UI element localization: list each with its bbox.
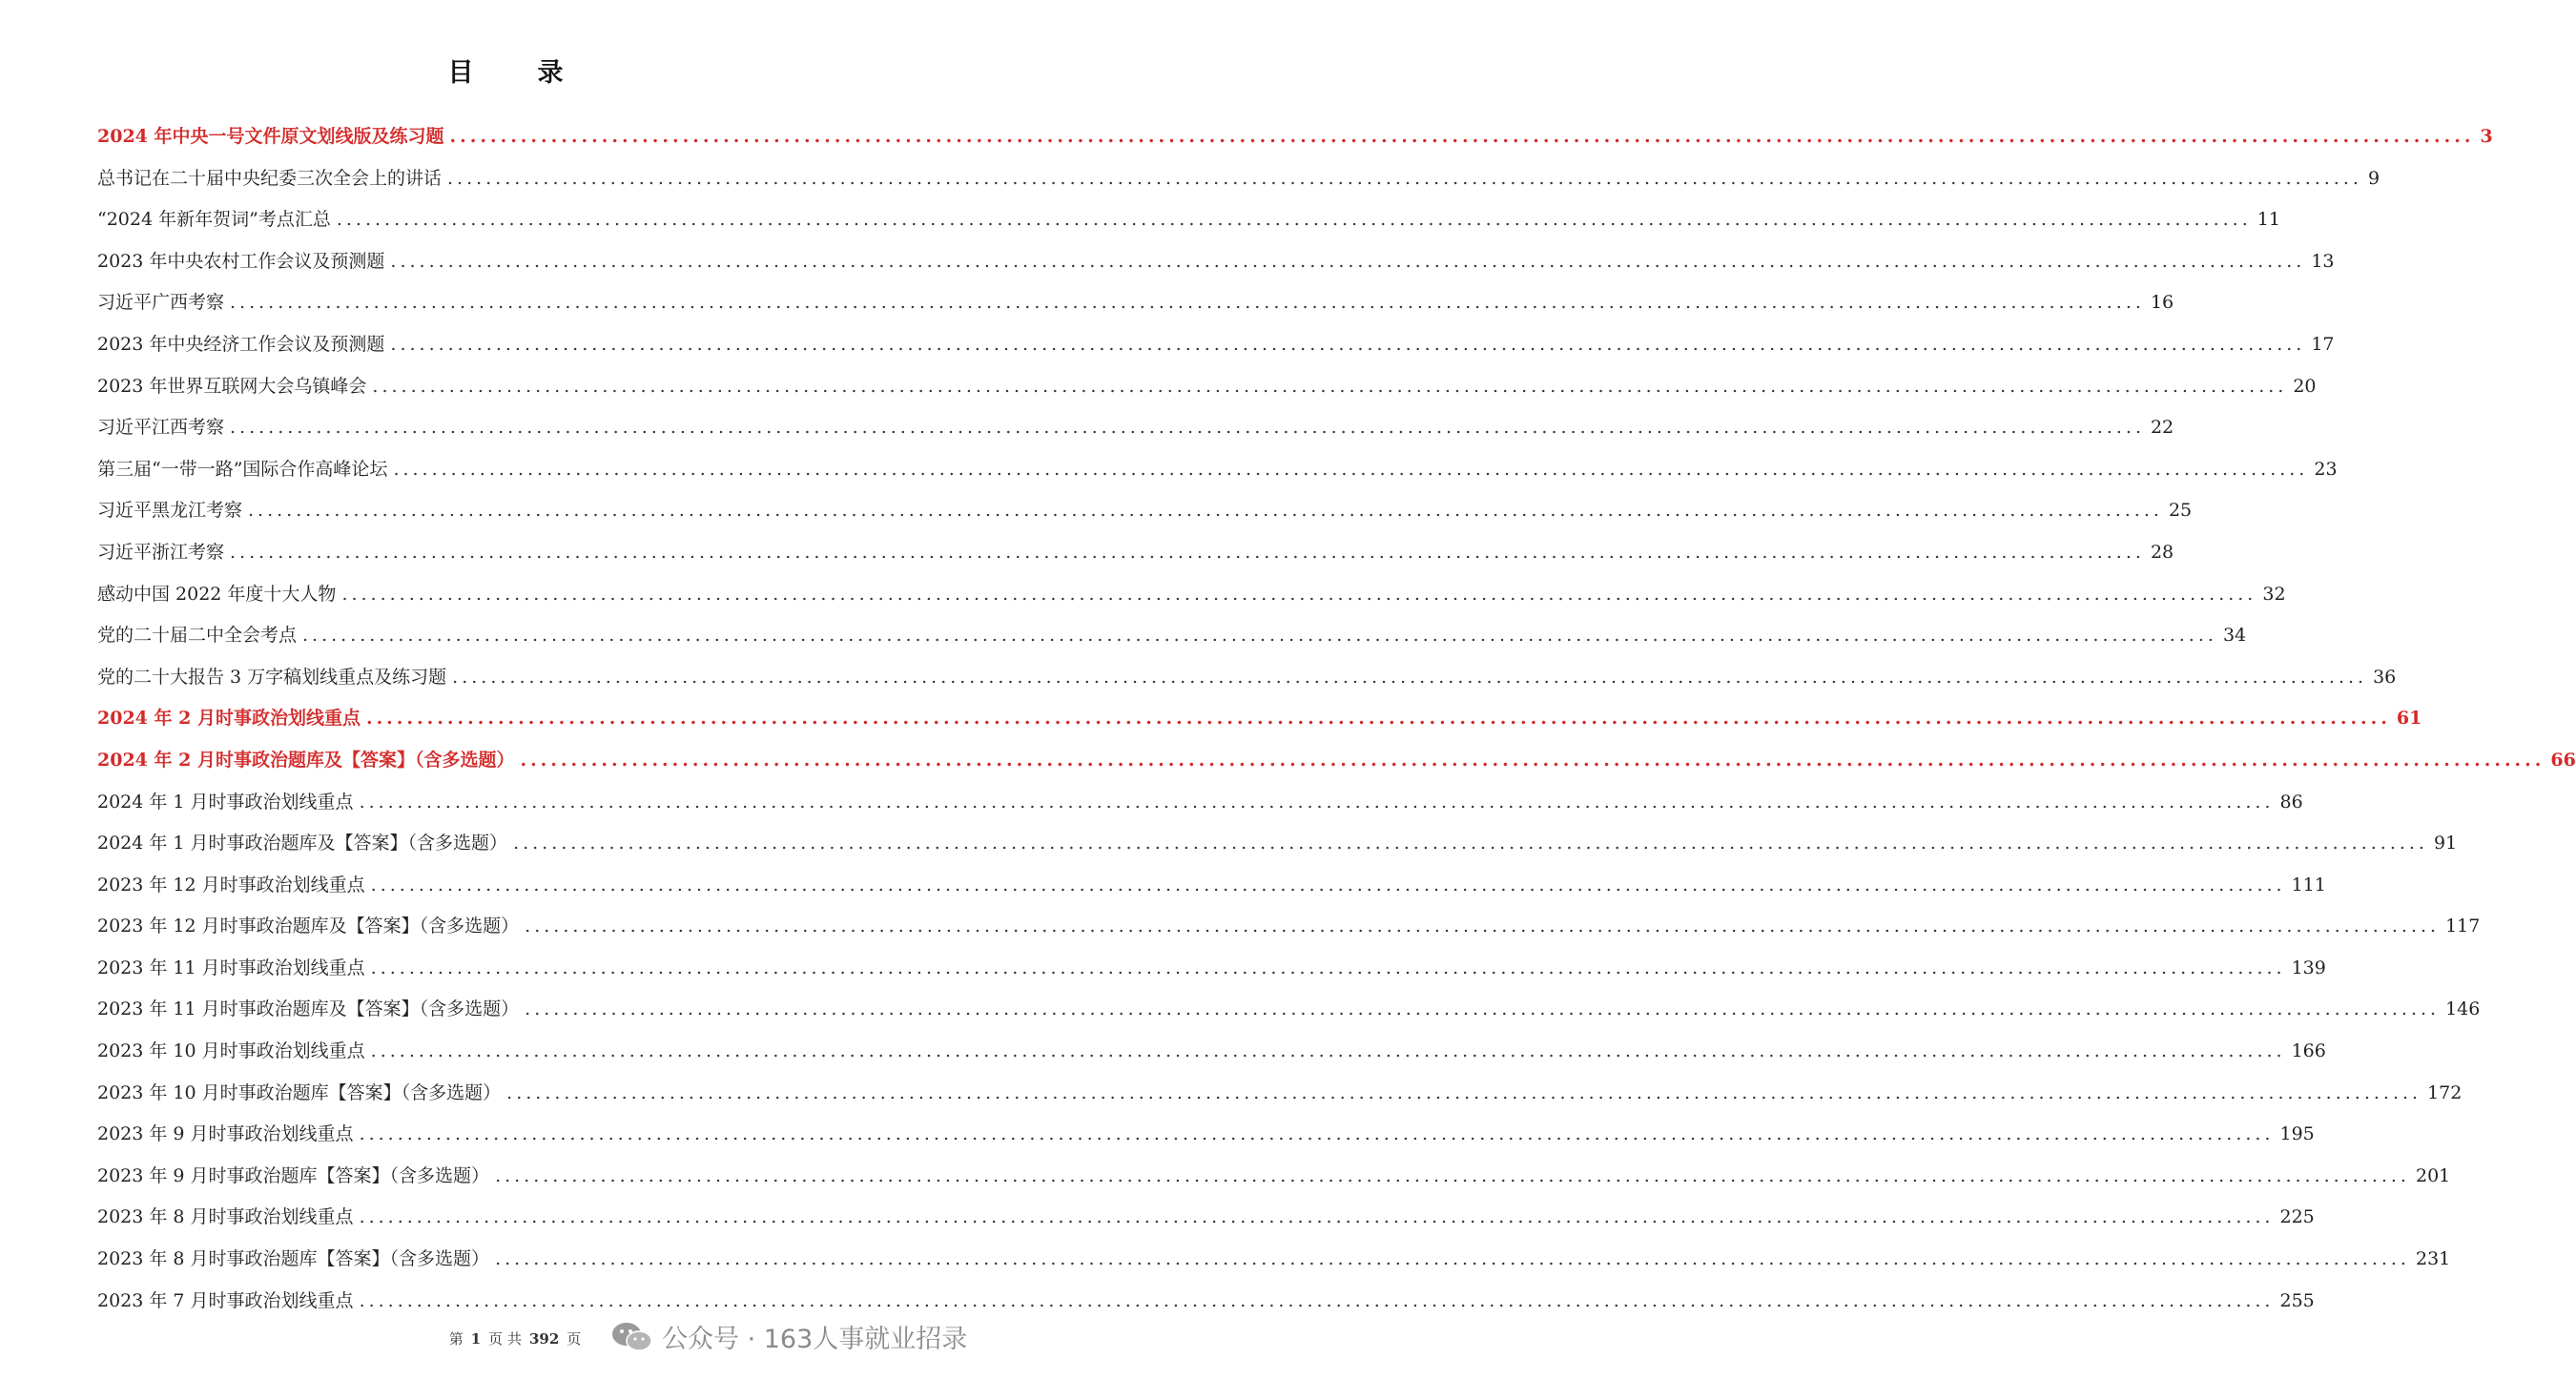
toc-entry-title: “2024 年新年贺词”考点汇总: [97, 209, 331, 231]
toc-entry[interactable]: [97, 532, 2174, 574]
toc-entry-page: 86: [2279, 791, 2303, 813]
toc-entry-title: 2023 年世界互联网大会乌镇峰会: [97, 375, 367, 397]
toc-entry-page: 9: [2367, 167, 2380, 189]
toc-entry-title: 2023 年中央农村工作会议及预测题: [97, 250, 385, 272]
toc-entry[interactable]: [97, 366, 2317, 408]
toc-entry[interactable]: [97, 282, 2174, 324]
wechat-icon: [610, 1322, 654, 1352]
toc-entry[interactable]: [97, 989, 2481, 1031]
toc-entry[interactable]: [97, 490, 2193, 532]
toc-dot-leader: ........................................................................................................................................................................................................: [359, 1289, 2275, 1311]
toc-dot-leader: ........................................................................................................................................................................................................: [302, 625, 2217, 647]
toc-entry-page: 91: [2433, 833, 2458, 854]
toc-entry-title: 2024 年 2 月时事政治划线重点: [97, 708, 361, 730]
toc-dot-leader: ........................................................................................................................................................................................................: [495, 1164, 2410, 1186]
toc-dot-leader: ........................................................................................................................................................................................................: [359, 1123, 2275, 1145]
toc-dot-leader: ........................................................................................................................................................................................................: [390, 250, 2306, 272]
toc-entry-title: 2023 年 10 月时事政治题库【答案】（含多选题）: [97, 1081, 502, 1103]
toc-entry[interactable]: [97, 1073, 2463, 1115]
toc-entry-page: 146: [2445, 998, 2481, 1020]
toc-entry-title: 习近平黑龙江考察: [97, 500, 243, 522]
toc-dot-leader: ........................................................................................................................................................................................................: [393, 458, 2309, 480]
toc-entry-title: 习近平广西考察: [97, 292, 225, 314]
toc-entry[interactable]: [97, 1031, 2326, 1073]
toc-entry[interactable]: [97, 407, 2174, 449]
toc-entry-title: 感动中国 2022 年度十大人物: [97, 583, 337, 605]
footer-total-pages: 392: [528, 1330, 560, 1348]
toc-dot-leader: ........................................................................................................................................................................................................: [248, 500, 2163, 522]
toc-dot-leader: ........................................................................................................................................................................................................: [341, 583, 2257, 605]
toc-dot-leader: ........................................................................................................................................................................................................: [525, 998, 2441, 1020]
toc-entry-page: 117: [2445, 916, 2481, 937]
toc-entry-page: 36: [2373, 666, 2397, 688]
toc-entry-page: 111: [2291, 874, 2326, 895]
toc-entry-title: 2023 年 8 月时事政治划线重点: [97, 1206, 354, 1228]
toc-entry-page: 61: [2396, 708, 2422, 730]
toc-dot-leader: ........................................................................................................................................................................................................: [370, 957, 2286, 978]
toc-entry[interactable]: [97, 657, 2397, 699]
toc-entry[interactable]: [97, 199, 2280, 241]
toc-entry[interactable]: [97, 865, 2326, 907]
toc-entry[interactable]: [97, 241, 2335, 283]
toc-entry-title: 习近平江西考察: [97, 417, 225, 439]
toc-entry-page: 172: [2427, 1081, 2463, 1103]
toc-entry[interactable]: [97, 1239, 2451, 1281]
toc-dot-leader: ........................................................................................................................................................................................................: [359, 791, 2275, 813]
toc-entry-page: 255: [2279, 1289, 2315, 1311]
toc-entry-title: 第三届“一带一路”国际合作高峰论坛: [97, 458, 388, 480]
toc-entry[interactable]: [97, 158, 2380, 200]
toc-dot-leader: ........................................................................................................................................................................................................: [230, 292, 2145, 314]
toc-entry-title: 党的二十届二中全会考点: [97, 625, 298, 647]
footer-current-page: 1: [470, 1330, 482, 1348]
toc-entry-title: 习近平浙江考察: [97, 541, 225, 563]
toc-entry-title: 2023 年 9 月时事政治题库【答案】（含多选题）: [97, 1164, 490, 1186]
footer-middle: 页 共: [488, 1330, 522, 1348]
toc-entry-page: 34: [2222, 625, 2247, 647]
toc-entry[interactable]: [97, 574, 2286, 616]
toc-entry[interactable]: [97, 1114, 2315, 1156]
toc-entry-page: 25: [2168, 500, 2193, 522]
toc-dot-leader: ........................................................................................................................................................................................................: [230, 417, 2145, 439]
toc-entry[interactable]: [97, 1281, 2315, 1323]
toc-entry-page: 3: [2480, 126, 2493, 147]
footer-suffix: 页: [567, 1330, 582, 1348]
toc-entry-page: 22: [2150, 417, 2174, 439]
toc-entry-page: 23: [2314, 458, 2338, 480]
footer-prefix: 第: [448, 1330, 464, 1348]
toc-dot-leader: ........................................................................................................................................................................................................: [513, 833, 2428, 854]
watermark-text: 公众号 · 163人事就业招录: [662, 1325, 968, 1354]
toc-entry[interactable]: [97, 449, 2338, 491]
toc-entry-title: 2023 年中央经济工作会议及预测题: [97, 333, 385, 355]
toc-entry[interactable]: [97, 948, 2326, 990]
toc-dot-leader: ........................................................................................................................................................................................................: [370, 874, 2286, 895]
toc-dot-leader: ........................................................................................................................................................................................................: [452, 666, 2368, 688]
toc-dot-leader: ........................................................................................................................................................................................................: [390, 333, 2306, 355]
toc-dot-leader: ........................................................................................................................................................................................................: [506, 1081, 2422, 1103]
toc-dot-leader: ........................................................................................................................................................................................................: [370, 1040, 2286, 1062]
toc-entry-title: 2024 年 1 月时事政治题库及【答案】（含多选题）: [97, 833, 508, 854]
toc-entry-title: 2023 年 12 月时事政治划线重点: [97, 874, 365, 895]
toc-entry-page: 32: [2262, 583, 2286, 605]
toc-entry-page: 13: [2311, 250, 2335, 272]
toc-entry[interactable]: [97, 698, 2422, 740]
toc-dot-leader: ........................................................................................................................................................................................................: [495, 1248, 2410, 1270]
toc-dot-leader: ........................................................................................................................................................................................................: [447, 167, 2362, 189]
toc-entry-page: 166: [2291, 1040, 2326, 1062]
toc-entry-page: 66: [2550, 749, 2576, 771]
toc-entry[interactable]: [97, 116, 2493, 158]
toc-entry-page: 195: [2279, 1123, 2315, 1145]
toc-dot-leader: ........................................................................................................................................................................................................: [520, 749, 2545, 771]
toc-entry-page: 231: [2415, 1248, 2451, 1270]
toc-entry-title: 2023 年 9 月时事政治划线重点: [97, 1123, 354, 1145]
table-of-contents: [97, 116, 2576, 1322]
toc-entry-title: 2024 年 2 月时事政治题库及【答案】（含多选题）: [97, 749, 515, 771]
toc-entry[interactable]: [97, 906, 2481, 948]
toc-entry-title: 总书记在二十届中央纪委三次全会上的讲话: [97, 167, 443, 189]
toc-entry-title: 2024 年中央一号文件原文划线版及练习题: [97, 126, 444, 147]
toc-dot-leader: ........................................................................................................................................................................................................: [359, 1206, 2275, 1228]
toc-entry-title: 2023 年 7 月时事政治划线重点: [97, 1289, 354, 1311]
toc-entry-page: 17: [2311, 333, 2335, 355]
watermark: [610, 1318, 967, 1355]
page-title: 目 录: [447, 58, 583, 88]
toc-entry[interactable]: [97, 1156, 2451, 1198]
toc-dot-leader: ........................................................................................................................................................................................................: [365, 708, 2391, 730]
toc-entry[interactable]: [97, 1197, 2315, 1239]
toc-entry[interactable]: [97, 324, 2335, 366]
toc-entry-page: 139: [2291, 957, 2326, 978]
toc-entry[interactable]: [97, 782, 2303, 824]
toc-entry-title: 2023 年 11 月时事政治题库及【答案】（含多选题）: [97, 998, 520, 1020]
toc-entry[interactable]: [97, 615, 2247, 657]
toc-entry-page: 28: [2150, 541, 2174, 563]
toc-entry-page: 201: [2415, 1164, 2451, 1186]
toc-dot-leader: ........................................................................................................................................................................................................: [230, 541, 2145, 563]
toc-dot-leader: ........................................................................................................................................................................................................: [372, 375, 2288, 397]
toc-entry-title: 党的二十大报告 3 万字稿划线重点及练习题: [97, 666, 447, 688]
toc-entry-title: 2023 年 12 月时事政治题库及【答案】（含多选题）: [97, 916, 520, 937]
toc-dot-leader: ........................................................................................................................................................................................................: [449, 126, 2475, 147]
toc-entry[interactable]: [97, 740, 2576, 782]
toc-entry-title: 2023 年 11 月时事政治划线重点: [97, 957, 365, 978]
toc-dot-leader: ........................................................................................................................................................................................................: [336, 209, 2252, 231]
toc-entry-page: 11: [2257, 209, 2280, 231]
toc-dot-leader: ........................................................................................................................................................................................................: [525, 916, 2441, 937]
toc-entry-page: 20: [2293, 375, 2317, 397]
toc-entry-title: 2023 年 10 月时事政治划线重点: [97, 1040, 365, 1062]
toc-entry-page: 225: [2279, 1206, 2315, 1228]
toc-entry-page: 16: [2150, 292, 2174, 314]
toc-entry-title: 2024 年 1 月时事政治划线重点: [97, 791, 354, 813]
toc-entry-title: 2023 年 8 月时事政治题库【答案】（含多选题）: [97, 1248, 490, 1270]
toc-entry[interactable]: [97, 823, 2458, 865]
